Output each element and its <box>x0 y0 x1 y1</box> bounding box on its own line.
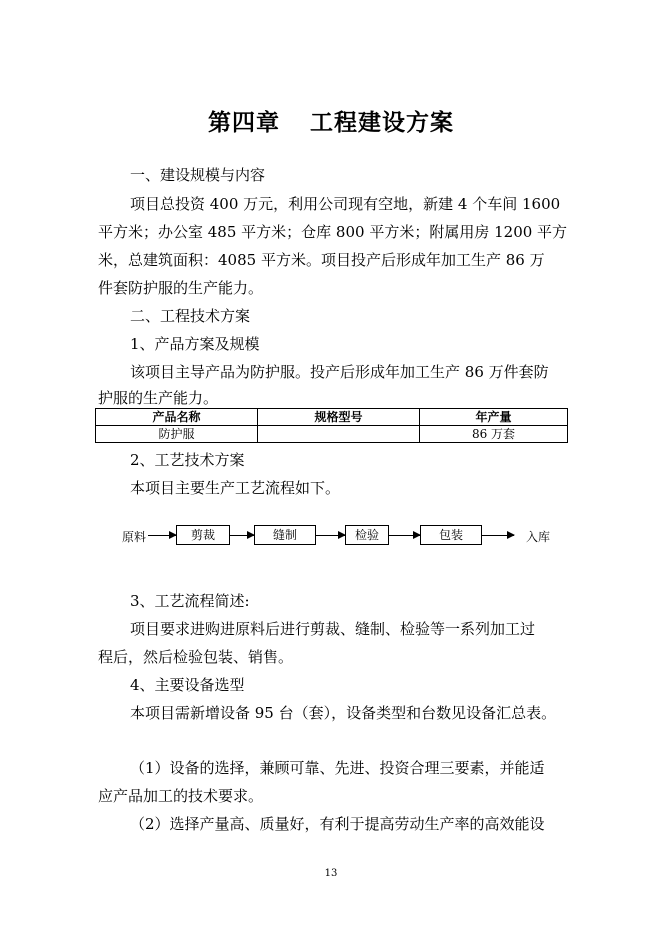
process-flow-diagram <box>0 520 662 560</box>
paragraph-line: 项目总投资 400 万元，利用公司现有空地，新建 4 个车间 1600 <box>130 195 561 213</box>
subsection-heading: 2、工艺技术方案 <box>130 451 245 469</box>
page-title <box>0 104 662 137</box>
table-header: 规格型号 <box>258 409 420 426</box>
table-header: 产品名称 <box>96 409 258 426</box>
flow-arrow <box>389 535 420 536</box>
chapter-number: 第四章 <box>208 109 280 136</box>
paragraph-line: 平方米；办公室 485 平方米；仓库 800 平方米；附属用房 1200 平方 <box>98 223 568 241</box>
table-header-row <box>96 409 568 426</box>
subsection-heading: 3、工艺流程简述: <box>130 592 250 610</box>
flow-start-label: 原料 <box>122 530 147 544</box>
flow-arrow <box>148 535 176 536</box>
paragraph-line: （1）设备的选择，兼顾可靠、先进、投资合理三要素，并能适 <box>130 759 545 777</box>
product-table <box>95 408 568 443</box>
table-header: 年产量 <box>420 409 568 426</box>
section-heading-1: 一、建设规模与内容 <box>130 166 266 184</box>
table-cell: 86 万套 <box>420 426 568 443</box>
table-row <box>96 426 568 443</box>
paragraph-line: 件套防护服的生产能力。 <box>98 279 264 297</box>
flow-arrow <box>482 535 514 536</box>
paragraph-line: 护服的生产能力。 <box>98 389 219 407</box>
section-heading-2: 二、工程技术方案 <box>130 307 251 325</box>
table-cell <box>258 426 420 443</box>
flow-arrow <box>316 535 345 536</box>
paragraph-line: 应产品加工的技术要求。 <box>98 787 264 805</box>
paragraph-line: 该项目主导产品为防护服。投产后形成年加工生产 86 万件套防 <box>130 363 549 381</box>
paragraph-line: 米，总建筑面积：4085 平方米。项目投产后形成年加工生产 86 万 <box>98 251 545 269</box>
chapter-name: 工程建设方案 <box>310 109 454 136</box>
flow-step-pack: 包装 <box>420 525 482 545</box>
flow-arrow <box>230 535 254 536</box>
paragraph-line: 本项目主要生产工艺流程如下。 <box>130 479 341 497</box>
page-number: 13 <box>324 868 338 879</box>
table-cell: 防护服 <box>96 426 258 443</box>
paragraph-line: （2）选择产量高、质量好，有利于提高劳动生产率的高效能设 <box>130 815 545 833</box>
flow-step-inspect: 检验 <box>345 525 389 545</box>
subsection-heading: 1、产品方案及规模 <box>130 335 260 353</box>
paragraph-line: 项目要求进购进原料后进行剪裁、缝制、检验等一系列加工过 <box>130 620 536 638</box>
flow-step-sew: 缝制 <box>254 525 316 545</box>
flow-step-cut: 剪裁 <box>176 525 230 545</box>
subsection-heading: 4、主要设备选型 <box>130 676 245 694</box>
paragraph-line: 本项目需新增设备 95 台（套），设备类型和台数见设备汇总表。 <box>130 704 557 722</box>
flow-end-label: 入库 <box>526 530 551 544</box>
paragraph-line: 程后，然后检验包装、销售。 <box>98 648 294 666</box>
